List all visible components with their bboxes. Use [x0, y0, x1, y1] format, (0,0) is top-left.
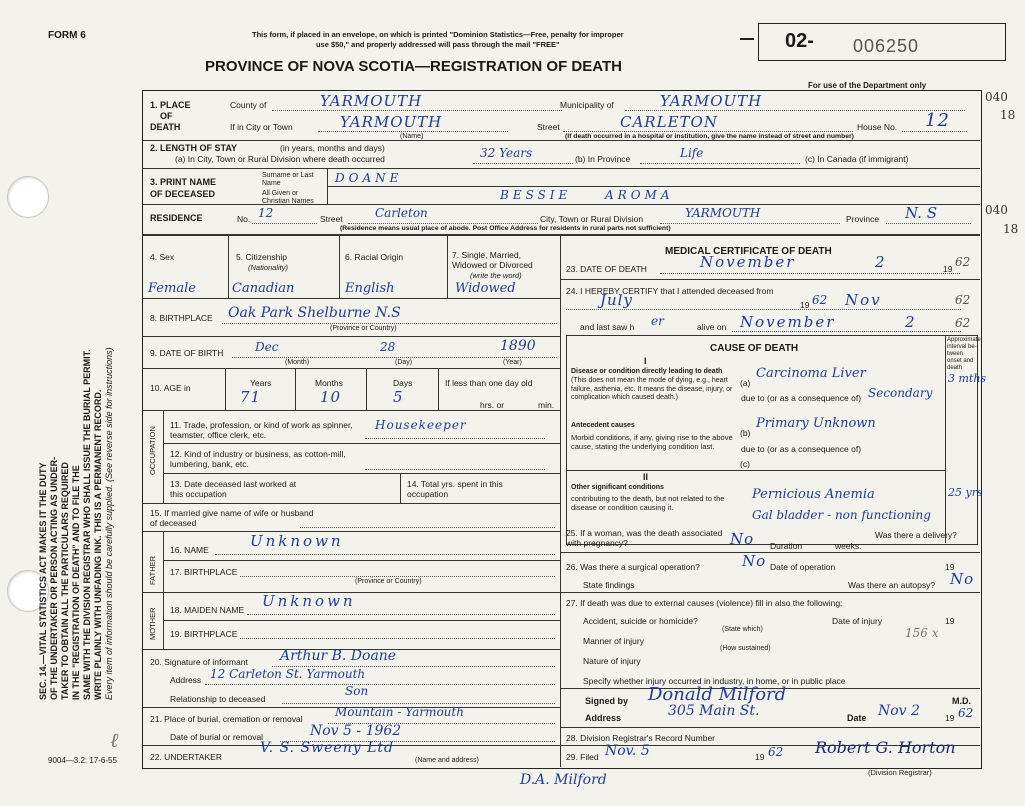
citizenship-sub: (Nationality)	[248, 263, 289, 272]
age-years-value: 71	[240, 388, 262, 406]
stay-b-label: (b) In Province	[575, 154, 631, 164]
age-months-value: 10	[320, 388, 342, 406]
marital-value: Widowed	[455, 281, 516, 296]
part-ii-label: II	[643, 472, 649, 482]
occupation-vert-label: OCCUPATION	[148, 426, 157, 475]
burial-place-label: 21. Place of burial, cremation or removal	[150, 714, 303, 724]
stay-a-label: (a) In City, Town or Rural Division where death occurred	[175, 154, 385, 164]
marital-label: 7. Single, Married, Widowed or Divorced	[452, 250, 533, 270]
immediate-label: Disease or condition directly leading to death	[571, 368, 723, 375]
q29-label: 29. Filed	[566, 752, 599, 762]
other-note: contributing to the death, but not related to the disease or condition causing it.	[571, 494, 725, 512]
due-to-a-label: due to (or as a consequence of)	[741, 393, 862, 403]
father-birthplace-label: 17. BIRTHPLACE	[170, 567, 238, 577]
residence-city-value: YARMOUTH	[685, 206, 761, 220]
interval-label: Approximate interval be-tween onset and death	[947, 337, 981, 371]
side-instructions: SEC. 14.—VITAL STATISTICS ACT MAKES IT THE DUTY OF THE UNDERTAKER OR PERSON ACTING AS UNDER- TAKER TO OBTAIN ALL THE PARTICULARS REQUIRED IN THE "REGISTRATION OF DEATH" AND TO FILE THE SAME WITH THE DIVISION REGISTRAR WHO SHALL ISSUE THE BURIAL PERMIT. WRITE PLAINLY WITH UNFADING INK. THIS IS A PERMANENT RECORD. Every item of information should be carefully supplied. (See reverse side for instructions)	[38, 347, 114, 700]
accident-label: Accident, suicide or homicide?	[583, 616, 698, 626]
age-label: 10. AGE in	[150, 383, 191, 393]
surname-label: Surname or Last Name	[262, 172, 314, 187]
code-3: 040	[985, 203, 1008, 217]
relationship-label: Relationship to deceased	[170, 694, 266, 704]
father-vert-label: FATHER	[148, 555, 157, 585]
other-label: Other significant conditions	[571, 484, 664, 491]
municipality-value: YARMOUTH	[660, 92, 763, 110]
dob-day-value: 28	[380, 340, 396, 354]
sex-value: Female	[148, 281, 196, 296]
pencil-mark: ℓ	[110, 728, 119, 752]
street-label: Street	[537, 122, 560, 132]
trade-label: 11. Trade, profession, or kind of work as spinner, teamster, office clerk, etc.	[170, 420, 353, 440]
delivery-label: Was there a delivery?	[875, 530, 957, 540]
street-value: CARLETON	[620, 113, 718, 131]
dob-year-sub: (Year)	[503, 359, 522, 366]
surname-value: DOANE	[335, 171, 403, 185]
signoff-year-prefix: 19	[945, 713, 955, 723]
filed-year-value: 62	[768, 745, 784, 759]
mother-name-label: 18. MAIDEN NAME	[170, 605, 245, 615]
residence-city-label: City, Town or Rural Division	[540, 214, 644, 224]
age-days-label: Days	[393, 378, 413, 388]
death-year-value: 62	[955, 255, 971, 269]
residence-label: RESIDENCE	[150, 213, 203, 223]
city-name-note: (Name)	[400, 133, 424, 140]
signed-label: Signed by	[585, 696, 629, 706]
birthplace-value: Oak Park Shelburne N.S	[228, 305, 401, 321]
mother-birthplace-label: 19. BIRTHPLACE	[170, 629, 238, 639]
q28-label: 28. Division Registrar's Record Number	[566, 733, 716, 743]
death-month-value: November	[700, 253, 796, 271]
medical-title: MEDICAL CERTIFICATE OF DEATH	[665, 246, 832, 257]
racial-value: English	[345, 281, 395, 296]
given-value-2: AROMA	[605, 188, 674, 202]
county-label: County of	[230, 100, 267, 110]
burial-date-label: Date of burial or removal	[170, 732, 264, 742]
dob-year-value: 1890	[500, 338, 536, 354]
reg-prefix: 02-	[785, 30, 814, 52]
md-label: M.D.	[952, 696, 971, 706]
stay-c-label: (c) In Canada (if immigrant)	[805, 154, 909, 164]
letter-a: (a)	[740, 378, 751, 388]
informant-address-label: Address	[170, 675, 202, 685]
form-number: FORM 6	[48, 30, 86, 41]
dob-label: 9. DATE OF BIRTH	[150, 348, 224, 358]
letter-b: (b)	[740, 428, 751, 438]
undertaker-value: V. S. Sweeny Ltd	[260, 740, 394, 756]
dept-use-note: For use of the Department only	[808, 81, 927, 90]
filed-year-prefix: 19	[755, 752, 765, 762]
father-name-value: Unknown	[250, 532, 344, 550]
house-label: House No.	[857, 122, 898, 132]
mother-vert-label: MOTHER	[148, 607, 157, 640]
antecedent-label: Antecedent causes	[571, 422, 635, 429]
part-i-label: I	[644, 356, 647, 366]
dob-month-sub: (Month)	[285, 359, 310, 366]
stay-b-value: Life	[680, 146, 704, 160]
code-2: 18	[1000, 108, 1016, 122]
stay-a-value: 32 Years	[480, 146, 533, 160]
attended-from-value: July	[600, 291, 633, 309]
alive-day-value: 2	[905, 313, 916, 331]
secondary-value: Secondary	[868, 386, 933, 400]
alive-year-value: 62	[955, 316, 971, 330]
cause-b-value: Primary Unknown	[756, 416, 876, 431]
residence-street-label: Street	[320, 214, 343, 224]
injury-date-label: Date of injury	[832, 616, 883, 626]
informant-address-value: 12 Carleton St. Yarmouth	[210, 667, 366, 681]
signoff-date-value: Nov 2	[878, 703, 920, 719]
manner-label: Manner of injury	[583, 636, 644, 646]
birthplace-sub: (Province or Country)	[330, 325, 397, 332]
trade-value: Housekeeper	[375, 418, 467, 432]
injury-year-prefix: 19	[945, 616, 955, 626]
signoff-date-label: Date	[847, 713, 867, 723]
other-1-value: Pernicious Anemia	[752, 487, 875, 502]
where-label: Specify whether injury occurred in industry, in home, or in public place	[583, 676, 846, 686]
code-1: 040	[985, 90, 1008, 104]
length-sub: (in years, months and days)	[280, 143, 385, 153]
residence-province-label: Province	[846, 214, 880, 224]
cause-title: CAUSE OF DEATH	[710, 343, 799, 354]
residence-province-value: N. S	[905, 204, 937, 222]
signoff-address-label: Address	[585, 713, 622, 723]
filed-value: Nov. 5	[605, 743, 650, 759]
cause-a-value: Carcinoma Liver	[756, 366, 866, 381]
citizenship-value: Canadian	[232, 281, 295, 296]
code-4: 18	[1003, 222, 1019, 236]
dob-month-value: Dec	[255, 340, 279, 354]
residence-no-value: 12	[258, 206, 274, 220]
undertaker-sub: (Name and address)	[415, 757, 479, 764]
dob-day-sub: (Day)	[395, 359, 413, 366]
last-worked-label: 13. Date deceased last worked at this occupation	[170, 479, 297, 499]
residence-note: (Residence means usual place of abode. Post Office Address for residents in rural parts not sufficient)	[340, 225, 671, 232]
undertaker-label: 22. UNDERTAKER	[150, 752, 222, 762]
state-findings-label: State findings	[583, 580, 635, 590]
last-saw-label: and last saw h	[580, 322, 635, 332]
op-date-label: Date of operation	[770, 562, 836, 572]
informant-sig-value: Arthur B. Doane	[280, 648, 397, 664]
death-day-value: 2	[875, 253, 886, 271]
reg-number: 006250	[853, 36, 920, 56]
mother-name-value: Unknown	[262, 592, 356, 610]
letter-c: (c)	[740, 459, 750, 469]
interval-other-value: 25 yrs	[948, 486, 983, 499]
informant-sig-label: 20. Signature of informant	[150, 657, 248, 667]
relationship-value: Son	[345, 684, 369, 698]
age-min-label: min.	[538, 400, 555, 410]
last-saw-her: er	[651, 314, 664, 328]
signoff-address-value: 305 Main St.	[668, 703, 760, 719]
registrar-label: (Division Registrar)	[868, 768, 932, 777]
alive-label: alive on	[697, 322, 727, 332]
form-code: 9004—3.2: 17-6-55	[48, 756, 117, 765]
place-of-death-label: 1. PLACE OF DEATH	[150, 100, 191, 132]
signoff-year-value: 62	[958, 706, 974, 720]
attended-to-year: 62	[955, 293, 971, 307]
weeks-label: weeks.	[835, 541, 862, 551]
age-years-label: Years	[250, 378, 272, 388]
attended-to-value: Nov	[845, 291, 882, 309]
duration-label: Duration	[770, 541, 803, 551]
age-days-value: 5	[393, 388, 404, 406]
autopsy-answer: No	[950, 570, 975, 588]
industry-label: 12. Kind of industry or business, as cotton-mill, lumbering, bank, etc.	[170, 449, 346, 469]
q25-label: 25. If a woman, was the death associated with pregnancy?	[566, 528, 723, 548]
footer-signature: D.A. Milford	[520, 772, 607, 788]
residence-no-label: No.	[237, 214, 251, 224]
burial-place-value: Mountain - Yarmouth	[335, 705, 464, 719]
given-label: All Given or Christian Names	[262, 190, 314, 205]
immediate-note: (This does not mean the mode of dying, e.g., heart failure, asthenia, etc. It means the disease, injury, or complication which caused death.)	[571, 377, 733, 401]
city-value: YARMOUTH	[340, 113, 443, 131]
due-to-b-label: due to (or as a consequence of)	[741, 444, 862, 454]
op-year-prefix: 19	[945, 562, 955, 572]
spouse-label: 15. If married give name of wife or husband of deceased	[150, 508, 314, 528]
alive-month-value: November	[740, 313, 836, 331]
given-value-1: BESSIE	[500, 188, 572, 202]
municipality-label: Municipality of	[560, 100, 614, 110]
citizenship-label: 5. Citizenship	[236, 252, 288, 262]
racial-label: 6. Racial Origin	[345, 252, 404, 262]
marital-sub: (write the word)	[470, 271, 522, 280]
attended-from-year: 62	[812, 293, 828, 307]
length-of-stay-label: 2. LENGTH OF STAY	[150, 143, 238, 153]
age-hrs-label: hrs. or	[480, 400, 505, 410]
name-label: 3. PRINT NAME OF DECEASED	[150, 177, 217, 199]
antecedent-note: Morbid conditions, if any, giving rise to the above cause, stating the underlying condition last.	[571, 433, 733, 451]
notice-text: This form, if placed in an envelope, on which is printed "Dominion Statistics—Free, penalty for improper use $50," and properly addressed will pass through the mail "FREE"	[252, 30, 624, 49]
misc-code: 156 x	[905, 626, 939, 640]
q25-answer: No	[730, 530, 755, 548]
certify-label: 24. I HEREBY CERTIFY that I attended deceased from	[566, 286, 774, 296]
hospital-note: (If death occurred in a hospital or institution, give the name instead of street and number)	[565, 133, 854, 140]
birthplace-label: 8. BIRTHPLACE	[150, 313, 213, 323]
age-lessday-label: If less than one day old	[445, 378, 533, 388]
document-title: PROVINCE OF NOVA SCOTIA—REGISTRATION OF DEATH	[205, 58, 622, 75]
father-name-label: 16. NAME	[170, 545, 209, 555]
age-months-label: Months	[315, 378, 343, 388]
autopsy-label: Was there an autopsy?	[848, 580, 936, 590]
how-sustained: (How sustained)	[720, 645, 771, 652]
registrar-signature: Robert G. Horton	[815, 738, 956, 757]
years-spent-label: 14. Total yrs. spent in this occupation	[407, 479, 503, 499]
signed-value: Donald Milford	[648, 684, 787, 705]
death-date-label: 23. DATE OF DEATH	[566, 264, 647, 274]
punch-hole-top	[7, 176, 49, 218]
house-value: 12	[925, 110, 950, 131]
q26-answer: No	[742, 552, 767, 570]
residence-street-value: Carleton	[375, 206, 428, 220]
interval-a-value: 3 mths	[948, 372, 987, 385]
nature-label: Nature of injury	[583, 656, 641, 666]
other-2-value: Gal bladder - non functioning	[752, 508, 931, 522]
attended-year-prefix: 19	[800, 300, 810, 310]
county-value: YARMOUTH	[320, 92, 423, 110]
reg-dash	[740, 38, 754, 40]
father-prov-sub: (Province or Country)	[355, 578, 422, 585]
death-year-prefix: 19	[943, 264, 953, 274]
state-which: (State which)	[722, 626, 763, 633]
burial-date-value: Nov 5 - 1962	[310, 723, 402, 739]
q26-label: 26. Was there a surgical operation?	[566, 562, 700, 572]
q27-label: 27. If death was due to external causes (violence) fill in also the following:	[566, 598, 843, 608]
city-label: If in City or Town	[230, 122, 293, 132]
sex-label: 4. Sex	[150, 252, 175, 262]
